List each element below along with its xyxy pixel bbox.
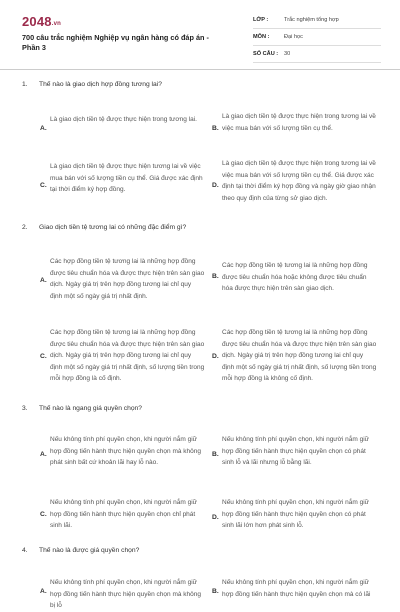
- question: [22, 404, 382, 529]
- option-letter: B.: [212, 588, 219, 595]
- option-letter: A.: [40, 125, 47, 132]
- option-letter: C.: [40, 182, 47, 189]
- option-letter: B.: [212, 273, 219, 280]
- meta-label: MÔN :: [253, 34, 270, 40]
- question-number: 4.: [22, 547, 28, 554]
- option-letter: B.: [212, 451, 219, 458]
- option-text: Là giao dịch tiền tệ được thực hiện trong tương lai về việc mua bán với số lượng tiền cụ thể.: [222, 113, 376, 132]
- option-text: Nếu không tính phí quyền chọn, khi người nắm giữ hợp đồng tiến hành thực hiện quyền chọn mà không bị lỗ: [50, 579, 202, 609]
- meta-label: LỚP :: [253, 17, 269, 23]
- question-number: 2.: [22, 224, 28, 231]
- option-letter: A.: [40, 451, 47, 458]
- option-text: Là giao dịch tiền tệ được thực hiện trong tương lai về việc mua bán với số lượng tiền cụ thể. Giá được xác định tại thời điểm ký hợp đồng và ngày giờ giao nhận theo quy định của từng sở giao dịch.: [222, 160, 376, 202]
- question-text: [22, 80, 382, 90]
- option-text: Các hợp đồng tiền tệ tương lai là những hợp đồng được tiêu chuẩn hóa và được thực hiện trên sàn giao dịch. Ngày giá trị trên hợp đồng tương lai chỉ quy định một số ngày giá trị nhất định, số lượng tiền trong mỗi hợp đồng là cố định.: [50, 329, 205, 382]
- page-header: [0, 0, 400, 66]
- question: [22, 546, 382, 609]
- logo-text: 2048: [22, 14, 52, 29]
- option-letter: A.: [40, 277, 47, 284]
- option-text: Là giao dịch tiền tệ được thực hiện tương lai về việc mua bán với số lượng tiền cụ thể. Giá được xác định tại thời điểm ký hợp đồng.: [50, 163, 203, 193]
- quiz-meta: [253, 12, 381, 63]
- question-text: [22, 546, 382, 556]
- option-text: Là giao dịch tiền tệ được thực hiện trong tương lai.: [50, 116, 197, 123]
- option-letter: A.: [40, 588, 47, 595]
- site-logo[interactable]: [22, 14, 61, 29]
- option-text: Các hợp đồng tiền tệ tương lai là những hợp đồng được tiêu chuẩn hóa hoặc không được tiêu chuẩn hóa được thực hiện trên sàn giao dịch.: [222, 262, 368, 292]
- question-number: 1.: [22, 81, 28, 88]
- option-letter: D.: [212, 514, 219, 521]
- option-text: Nếu không tính phí quyền chọn, khi người nắm giữ hợp đồng tiến hành thực hiện quyền chọn có phát sinh lỗ và lãi nhưng lỗ bằng lãi.: [222, 436, 370, 466]
- option-letter: D.: [212, 182, 219, 189]
- meta-value: Trắc nghiệm tổng hợp: [284, 17, 339, 23]
- meta-value: Đại học: [284, 34, 303, 40]
- page-title: 700 câu trắc nghiệm Nghiệp vụ ngân hàng có đáp án - Phần 3: [22, 33, 209, 52]
- option-letter: C.: [40, 353, 47, 360]
- option-text: Nếu không tính phí quyền chọn, khi người nắm giữ hợp đồng tiến hành thực hiện quyền chọn có phát sinh lãi lớn hơn phát sinh lỗ.: [222, 499, 370, 529]
- option-text: Các hợp đồng tiền tệ tương lai là những hợp đồng được tiêu chuẩn hóa và được thực hiện trên sàn giao dịch. Ngày giá trị trên hợp đồng tương lai chỉ quy định một số ngày giá trị nhất định.: [50, 258, 205, 300]
- question-label: Thế nào là giao dịch hợp đồng tương lai?: [39, 81, 162, 88]
- question-text: [22, 404, 382, 414]
- question: [22, 223, 382, 382]
- option-letter: B.: [212, 125, 219, 132]
- meta-row-subject: [253, 29, 381, 46]
- header-divider: [0, 69, 400, 70]
- option-text: Nếu không tính phí quyền chọn, khi người nắm giữ hợp đồng tiến hành thực hiện quyền chọn chỉ phát sinh lãi.: [50, 499, 198, 529]
- question-label: Giao dịch tiền tệ tương lai có những đặc điểm gì?: [39, 224, 187, 231]
- question: [22, 80, 382, 202]
- meta-row-count: [253, 46, 381, 63]
- meta-value: 30: [284, 51, 291, 57]
- meta-label: SỐ CÂU :: [253, 51, 279, 57]
- option-text: Nếu không tính phí quyền chọn, khi người nắm giữ hợp đồng tiến hành thực hiện quyền chọn mà có lãi: [222, 579, 371, 598]
- option-letter: D.: [212, 353, 219, 360]
- option-text: Các hợp đồng tiền tệ tương lai là những hợp đồng được tiêu chuẩn hóa và được thực hiện trên sàn giao dịch. Ngày giá trị trên hợp đồng tương lai chỉ quy định một số ngày giá trị nhất định, số lượng tiền trong mỗi hợp đồng là không cố định.: [222, 329, 377, 382]
- question-label: Thế nào là ngang giá quyền chọn?: [39, 405, 142, 412]
- question-text: [22, 223, 382, 233]
- logo-suffix: .vn: [51, 21, 62, 27]
- meta-row-class: [253, 12, 381, 29]
- question-label: Thế nào là được giá quyền chọn?: [39, 547, 140, 554]
- question-number: 3.: [22, 405, 28, 412]
- option-text: Nếu không tính phí quyền chọn, khi người nắm giữ hợp đồng tiến hành thực hiện quyền chọn mà không phát sinh bất cứ khoản lãi hay lỗ nào.: [50, 436, 202, 466]
- option-letter: C.: [40, 511, 47, 518]
